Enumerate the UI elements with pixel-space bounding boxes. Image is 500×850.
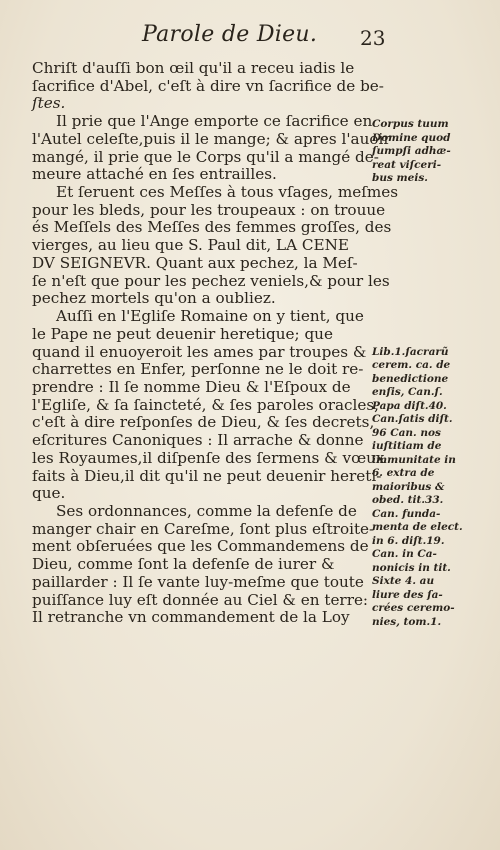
- text-line: c'eſt à dire reſponſes de Dieu, & ſes decrets,: [32, 413, 375, 432]
- margin-note-line: Papa diſt.40.: [372, 399, 447, 412]
- margin-note-line: Domine quod: [372, 131, 451, 144]
- page-number: 23: [360, 26, 386, 50]
- body-text: [32, 59, 399, 627]
- margin-note-line: liure des ſa-: [372, 588, 443, 601]
- text-line: quand il enuoyeroit les ames par troupes &: [32, 342, 367, 361]
- text-line: Il prie que l'Ange emporte ce ſacrifice en: [56, 112, 373, 131]
- text-line: prendre : Il ſe nomme Dieu & l'Eſpoux de: [32, 377, 351, 396]
- margin-note-line: maioribus &: [372, 480, 445, 493]
- text-line: charrettes en Enfer, perſonne ne le doit re-: [32, 360, 364, 379]
- text-line: meure attaché en ſes entrailles.: [32, 165, 277, 184]
- text-line: pour les bleds, pour les troupeaux : on trouue: [32, 200, 386, 219]
- page-header: [0, 22, 500, 56]
- margin-note-line: iuſtitiam de: [372, 440, 442, 452]
- margin-note-line: ſumpſi adhæ-: [372, 145, 451, 157]
- margin-note-line: bus meis.: [372, 172, 428, 184]
- margin-note-line: 96 Can. nos: [372, 426, 441, 439]
- text-line: l'Autel celeſte,puis il le mange; & apres l'auoir: [32, 129, 391, 148]
- text-line: vierges, au lieu que S. Paul dit, LA CENE: [32, 236, 350, 255]
- text-line: le Pape ne peut deuenir heretique; que: [32, 324, 333, 343]
- margin-note-line: Can. funda-: [372, 507, 441, 520]
- text-line: ſacrifice d'Abel, c'eſt à dire vn ſacrifice de be-: [32, 76, 384, 95]
- text-line: manger chair en Careſme, ſont plus eſtroite-: [32, 519, 375, 538]
- margin-note-2: [372, 346, 492, 630]
- text-line: ment obſeruées que les Commandemens de: [32, 537, 369, 556]
- margin-note-1: [372, 118, 492, 186]
- margin-note-line: cerem. ca. de: [372, 359, 451, 371]
- margin-note-line: immunitate in: [372, 453, 456, 466]
- text-line: Il retranche vn commandement de la Loy: [32, 608, 350, 627]
- margin-note-line: Sixte 4. au: [372, 575, 435, 587]
- text-line: l'Egliſe, & ſa ſaincteté, & ſes paroles oracles,: [32, 395, 379, 414]
- text-line: les Royaumes,il diſpenſe des ſermens & vœux: [32, 448, 385, 467]
- margin-note-line: menta de elect.: [372, 521, 463, 533]
- text-line: Ses ordonnances, comme la defenſe de: [56, 501, 357, 520]
- text-line: DV SEIGNEVR. Quant aux pechez, la Meſ-: [32, 253, 358, 272]
- margin-note-line: nonicis in tit.: [372, 561, 451, 574]
- margin-note-line: Lib.1.ſacrarũ: [372, 345, 449, 358]
- margin-note-line: Can.ſatis diſt.: [372, 413, 453, 425]
- text-line: pechez mortels qu'on a oubliez.: [32, 289, 276, 308]
- margin-note-line: enſis, Can.ſ.: [372, 386, 443, 398]
- margin-note-line: crées ceremo-: [372, 602, 455, 614]
- text-line: Et ſeruent ces Meſſes à tous vſages, meſmes: [56, 183, 399, 202]
- margin-note-line: in 6. diſt.19.: [372, 534, 445, 547]
- margin-note-line: benedictione: [372, 372, 449, 385]
- margin-note-line: 6. extra de: [372, 467, 435, 479]
- margin-notes: [372, 118, 492, 629]
- text-line: Dieu, comme ſont la defenſe de iurer &: [32, 555, 335, 574]
- margin-note-line: nies, tom.1.: [372, 615, 442, 628]
- text-line: ſtes.: [32, 94, 66, 113]
- text-line: és Meſſels des Meſſes des femmes groſſes, des: [32, 218, 392, 237]
- margin-note-line: reat viſceri-: [372, 158, 442, 171]
- text-line: mangé, il prie que le Corps qu'il a mangé de-: [32, 147, 379, 166]
- text-line: que.: [32, 484, 66, 503]
- text-line: puiſſance luy eſt donnée au Ciel & en terre:: [32, 590, 369, 609]
- text-line: Auſſi en l'Egliſe Romaine on y tient, que: [56, 307, 364, 326]
- margin-note-line: obed. tit.33.: [372, 494, 444, 506]
- text-line: Chriſt d'auſſi bon œil qu'il a receu iadis le: [32, 59, 355, 77]
- text-line: ſe n'eſt que pour les pechez veniels,& pour les: [32, 271, 390, 290]
- text-line: paillarder : Il ſe vante luy-meſme que toute: [32, 572, 364, 591]
- margin-note-line: Can. in Ca-: [372, 548, 437, 560]
- running-title: Parole de Dieu.: [142, 22, 318, 47]
- text-line: eſcritures Canoniques : Il arrache & donne: [32, 431, 364, 450]
- text-line: faits à Dieu,il dit qu'il ne peut deuenir hereti-: [32, 466, 382, 485]
- margin-note-line: Corpus tuum: [372, 118, 449, 130]
